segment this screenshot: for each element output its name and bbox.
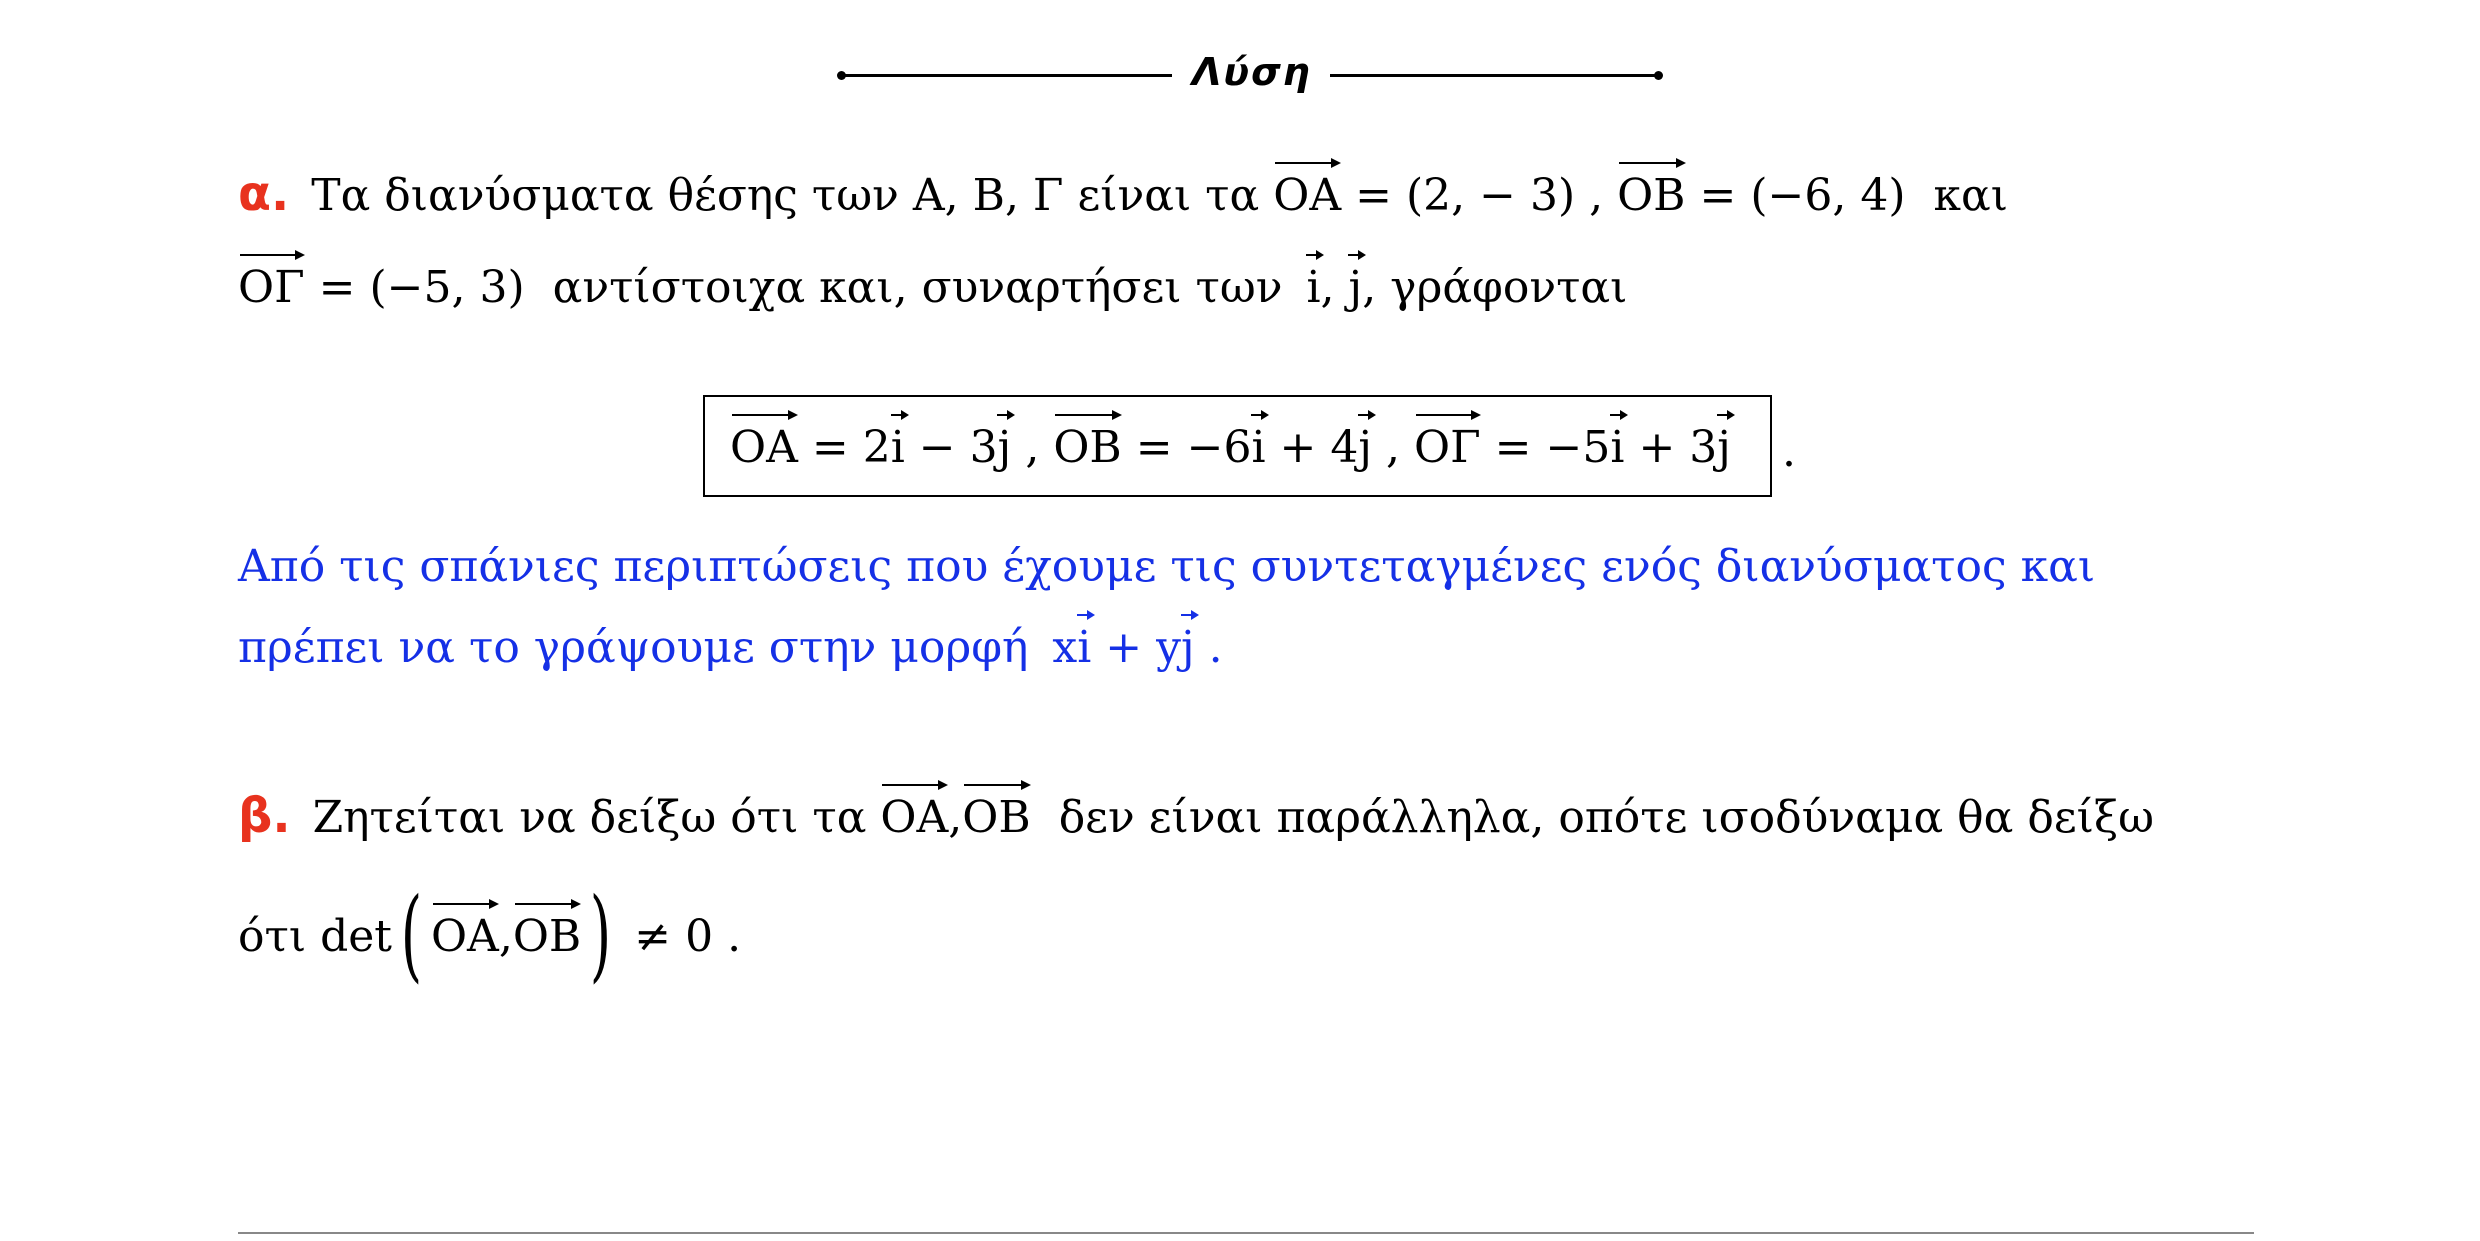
det-comma: , [498, 911, 513, 962]
boxed-sep-2: , [1386, 422, 1401, 473]
note-text: πρέπει να το γράψουμε στην μορφή [238, 622, 1029, 673]
boxed-period: . [1782, 426, 1796, 477]
and-word: και [1933, 170, 2008, 221]
det-right-paren: ) [590, 876, 612, 993]
heading-left-rule [842, 74, 1172, 77]
written-as-text: , γράφονται [1362, 262, 1628, 313]
boxed-unit-j-3: j [1717, 410, 1731, 470]
boxed-unit-i-1: i [891, 410, 905, 470]
comma: , [1320, 262, 1335, 313]
part-a-intro: Τα διανύσματα θέσης των Α, Β, Γ είναι τα [311, 170, 1260, 221]
boxed-unit-i-3: i [1610, 410, 1624, 470]
respectively-text: αντίστοιχα και, συναρτήσει των [552, 262, 1283, 313]
vector-og: ΟΓ [238, 250, 305, 310]
part-b-line-2 [238, 876, 742, 993]
note-unit-j: j [1181, 610, 1195, 670]
boxed-og-coef-i: = −5 [1494, 422, 1611, 473]
boxed-vector-oa: ΟΑ [730, 410, 798, 470]
vector-oa: ΟΑ [1273, 158, 1341, 218]
boxed-vector-og: ΟΓ [1414, 410, 1481, 470]
part-b-intro: Ζητείται να δείξω ότι τα [312, 792, 867, 843]
note-period: . [1194, 622, 1223, 673]
solution-heading: Λύση [1192, 50, 1312, 94]
vector-ob: ΟΒ [1617, 158, 1685, 218]
boxed-unit-j-2: j [1358, 410, 1372, 470]
bottom-rule [238, 1232, 2254, 1234]
part-b-comma: , [948, 792, 963, 843]
det-vector-oa: ΟΑ [431, 899, 499, 959]
ob-value: = (−6, 4) [1699, 170, 1906, 221]
boxed-ob-coef-j: + 4 [1279, 422, 1359, 473]
det-left-paren: ( [400, 876, 423, 993]
boxed-ob-coef-i: = −6 [1135, 422, 1252, 473]
boxed-oa-coef-i: = 2 [811, 422, 891, 473]
det-vector-ob: ΟΒ [513, 899, 581, 959]
note-plus-y: + y [1091, 622, 1181, 673]
det-text: ότι det [238, 911, 392, 962]
oa-value: = (2, − 3) , [1355, 170, 1604, 221]
heading-right-dot [1654, 71, 1663, 80]
boxed-unit-j-1: j [998, 410, 1012, 470]
part-b-vector-ob: ΟΒ [962, 780, 1030, 840]
note-unit-i: i [1077, 610, 1091, 670]
boxed-vector-ob: ΟΒ [1053, 410, 1121, 470]
note-x: x [1052, 622, 1078, 673]
det-not-zero: ≠ 0 . [634, 911, 742, 962]
part-b-rest: δεν είναι παράλληλα, οπότε ισοδύναμα θα δείξω [1058, 792, 2155, 843]
boxed-formula [730, 410, 1731, 473]
note-line-1: Από τις σπάνιες περιπτώσεις που έχουμε τις συντεταγμένες ενός διανύσματος και [238, 541, 2096, 592]
boxed-oa-coef-j: − 3 [918, 422, 998, 473]
heading-right-rule [1330, 74, 1660, 77]
og-value: = (−5, 3) [318, 262, 525, 313]
note-line-2 [238, 610, 1223, 673]
part-b-label: β. [238, 788, 291, 844]
boxed-og-coef-j: + 3 [1638, 422, 1718, 473]
boxed-unit-i-2: i [1251, 410, 1265, 470]
part-b-vector-oa: ΟΑ [880, 780, 948, 840]
part-b-line-1 [238, 780, 2155, 844]
part-a-label: α. [238, 166, 290, 222]
boxed-sep-1: , [1025, 422, 1040, 473]
unit-vector-j: j [1349, 250, 1363, 310]
part-a-line-1 [238, 158, 2008, 222]
part-a-line-2 [238, 250, 1628, 313]
unit-vector-i: i [1306, 250, 1320, 310]
